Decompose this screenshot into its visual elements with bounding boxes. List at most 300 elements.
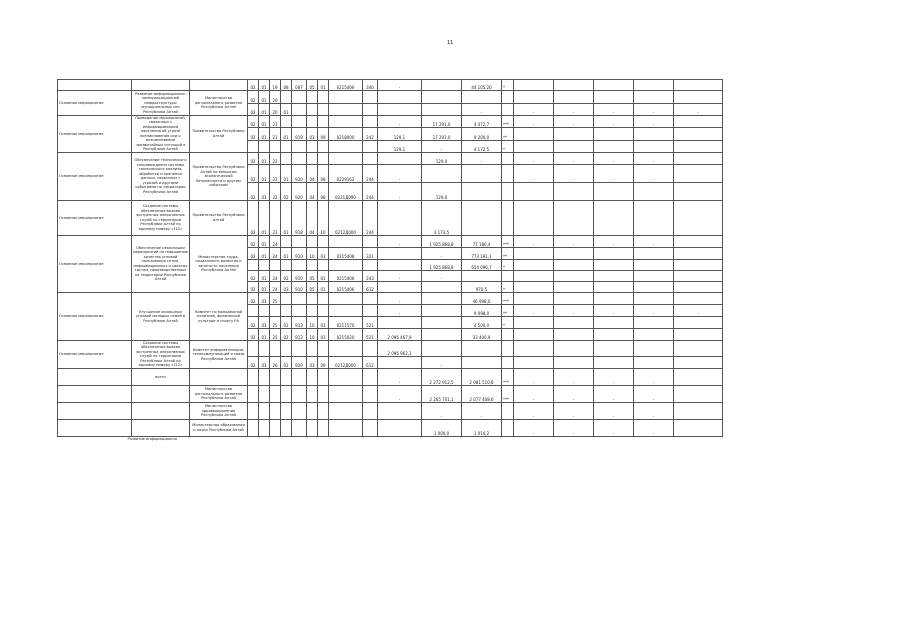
value-cell: 2 096 467,9 <box>378 328 422 340</box>
table-row <box>58 402 723 419</box>
value-cell: *** <box>502 385 514 402</box>
program-financing-table <box>57 79 723 441</box>
value-cell <box>514 200 554 235</box>
code-cell <box>259 419 270 436</box>
code-cell: 01 <box>281 247 292 259</box>
value-cell: 970,5 <box>462 281 502 292</box>
code-cell <box>318 419 329 436</box>
code-cell <box>270 368 281 385</box>
code-cell <box>307 152 318 164</box>
value-cell <box>422 281 462 292</box>
organization-cell <box>190 368 248 385</box>
value-cell: - <box>514 402 554 419</box>
code-cell: 01 <box>259 235 270 247</box>
value-cell: - <box>378 385 422 402</box>
code-cell: 521 <box>363 328 378 340</box>
category-cell: Развитие информационно <box>127 436 178 441</box>
value-cell <box>554 281 594 292</box>
code-cell: 0218000 <box>329 128 363 140</box>
code-cell <box>307 368 318 385</box>
code-cell <box>307 116 318 128</box>
value-cell: - <box>422 247 462 259</box>
table-row <box>58 152 723 164</box>
value-cell <box>674 247 723 259</box>
value-cell: 3 173,5 <box>422 200 462 235</box>
table-row <box>58 80 723 91</box>
value-cell: * <box>502 316 514 328</box>
subprogram-cell: Обеспечение реализации мероприятий по повышению качества условий пользования сетью, информационных и связных систем, производственных на территории Республики Алтай <box>132 235 190 292</box>
value-cell <box>634 292 674 304</box>
value-cell: - <box>378 304 422 316</box>
page-number: 11 <box>447 40 454 46</box>
value-cell: - <box>554 419 594 436</box>
value-cell: 654 096,7 <box>462 259 502 270</box>
value-cell <box>554 91 594 104</box>
code-cell: 01 <box>259 316 270 328</box>
value-cell <box>502 152 514 164</box>
code-cell <box>307 259 318 270</box>
value-cell <box>594 340 634 356</box>
code-cell: 01 <box>318 80 329 91</box>
code-cell: 05 <box>307 80 318 91</box>
subprogram-cell: Создание системы обеспечения вызова экстренных оперативных служб по территории Республики Алтай по единому номеру «112» <box>132 340 190 368</box>
value-cell: 71 186,4 <box>462 235 502 247</box>
value-cell: - <box>514 152 554 164</box>
value-cell <box>594 80 634 91</box>
value-cell: - <box>514 419 554 436</box>
value-cell: - <box>554 152 594 164</box>
code-cell: 05 <box>307 281 318 292</box>
category-cell <box>58 385 132 402</box>
value-cell <box>674 281 723 292</box>
value-cell <box>674 356 723 368</box>
value-cell <box>634 328 674 340</box>
value-cell: - <box>554 164 594 182</box>
code-cell <box>318 292 329 304</box>
code-cell: 03 <box>318 328 329 340</box>
value-cell <box>594 91 634 104</box>
value-cell <box>674 152 723 164</box>
code-cell: 0215406 <box>329 270 363 281</box>
code-cell: 02 <box>248 328 259 340</box>
code-cell <box>281 152 292 164</box>
code-cell: 03 <box>318 247 329 259</box>
value-cell: - <box>514 164 554 182</box>
value-cell <box>422 304 462 316</box>
code-cell <box>329 385 363 402</box>
value-cell <box>422 328 462 340</box>
value-cell: - <box>554 385 594 402</box>
code-cell <box>259 259 270 270</box>
value-cell <box>554 140 594 152</box>
code-cell <box>292 385 307 402</box>
code-cell <box>329 340 363 356</box>
code-cell: 01 <box>259 356 270 368</box>
value-cell: 1 000,0 <box>422 419 462 436</box>
code-cell <box>363 140 378 152</box>
code-cell: 03 <box>307 356 318 368</box>
value-cell: 129,0 <box>422 152 462 164</box>
code-cell: 09 <box>318 128 329 140</box>
value-cell: * <box>502 140 514 152</box>
category-cell: Основное мероприятие <box>58 235 132 292</box>
code-cell <box>248 259 259 270</box>
value-cell <box>514 328 554 340</box>
code-cell: 01 <box>259 328 270 340</box>
organization-cell: Министерство регионального развития Республики Алтай <box>190 91 248 116</box>
code-cell: 01 <box>281 200 292 235</box>
code-cell: 0211570 <box>329 316 363 328</box>
value-cell <box>462 356 502 368</box>
value-cell: 129,1 <box>378 128 422 140</box>
code-cell: 01 <box>259 128 270 140</box>
code-cell: 08 <box>318 182 329 200</box>
value-cell <box>514 80 554 91</box>
code-cell: 10 <box>307 328 318 340</box>
code-cell: 02 <box>248 104 259 116</box>
value-cell <box>378 152 422 164</box>
value-cell: 17 291,0 <box>422 128 462 140</box>
value-cell <box>554 292 594 304</box>
code-cell: 01 <box>259 80 270 91</box>
code-cell <box>281 340 292 356</box>
organization-cell: Министерство образования и науки Республики Алтай <box>190 419 248 436</box>
value-cell <box>502 419 514 436</box>
code-cell <box>307 235 318 247</box>
code-cell: 21 <box>270 116 281 128</box>
code-cell <box>329 402 363 419</box>
code-cell <box>281 259 292 270</box>
code-cell <box>292 259 307 270</box>
code-cell <box>329 140 363 152</box>
category-cell: Основное мероприятие <box>58 152 132 200</box>
code-cell <box>281 368 292 385</box>
code-cell <box>363 385 378 402</box>
code-cell <box>318 104 329 116</box>
code-cell: 244 <box>363 182 378 200</box>
code-cell <box>281 402 292 419</box>
value-cell <box>634 91 674 104</box>
value-cell <box>502 200 514 235</box>
category-cell: Основное мероприятие <box>58 91 132 116</box>
code-cell <box>329 104 363 116</box>
code-cell: 919 <box>292 128 307 140</box>
code-cell <box>270 259 281 270</box>
code-cell: 242 <box>363 128 378 140</box>
code-cell <box>329 91 363 104</box>
code-cell: 02 <box>248 247 259 259</box>
code-cell <box>292 140 307 152</box>
code-cell <box>270 140 281 152</box>
value-cell: 2 265 701,1 <box>422 385 462 402</box>
category-cell: Основное мероприятие <box>58 340 132 368</box>
code-cell: 007 <box>292 80 307 91</box>
value-cell <box>462 200 502 235</box>
code-cell: 244 <box>363 164 378 182</box>
code-cell <box>281 304 292 316</box>
code-cell: 929 <box>292 356 307 368</box>
value-cell <box>378 402 422 419</box>
code-cell <box>363 402 378 419</box>
code-cell <box>270 340 281 356</box>
table-row <box>58 116 723 128</box>
code-cell <box>281 385 292 402</box>
value-cell: - <box>378 270 422 281</box>
code-cell <box>248 340 259 356</box>
code-cell: 02 <box>248 270 259 281</box>
value-cell <box>514 340 554 356</box>
code-cell <box>292 104 307 116</box>
code-cell <box>292 419 307 436</box>
value-cell <box>462 340 502 356</box>
value-cell: 2 077 408,6 <box>462 385 502 402</box>
code-cell: 04 <box>307 200 318 235</box>
code-cell <box>307 292 318 304</box>
value-cell: * <box>502 281 514 292</box>
value-cell <box>514 247 554 259</box>
value-cell <box>674 235 723 247</box>
code-cell: 21 <box>270 128 281 140</box>
code-cell <box>329 419 363 436</box>
value-cell <box>594 182 634 200</box>
value-cell <box>514 281 554 292</box>
code-cell: 01 <box>259 91 270 104</box>
code-cell: 910 <box>292 247 307 259</box>
code-cell: 25 <box>270 328 281 340</box>
value-cell: - <box>594 164 634 182</box>
code-cell: 02 <box>248 200 259 235</box>
code-cell: 22 <box>270 182 281 200</box>
value-cell: - <box>422 140 462 152</box>
value-cell <box>502 91 514 104</box>
value-cell <box>502 328 514 340</box>
code-cell <box>318 368 329 385</box>
value-cell: - <box>514 368 554 385</box>
code-cell <box>270 385 281 402</box>
value-cell <box>674 91 723 104</box>
code-cell: 24 <box>270 235 281 247</box>
value-cell <box>674 182 723 200</box>
value-cell: - <box>462 152 502 164</box>
value-cell: - <box>634 402 674 419</box>
code-cell: 01 <box>259 247 270 259</box>
organization-cell <box>190 80 248 91</box>
code-cell: 01 <box>281 316 292 328</box>
value-cell <box>462 164 502 182</box>
code-cell: 24 <box>270 270 281 281</box>
table-row <box>58 91 723 104</box>
table-row <box>58 368 723 385</box>
code-cell: 24 <box>270 281 281 292</box>
code-cell <box>318 340 329 356</box>
category-cell: Основное мероприятие <box>58 116 132 153</box>
organization-cell: Комитет по молодежной политике, физической культуре и спорту РА <box>190 292 248 340</box>
code-cell <box>281 116 292 128</box>
code-cell <box>318 116 329 128</box>
value-cell <box>554 247 594 259</box>
code-cell: 20 <box>270 104 281 116</box>
value-cell: 1 925 868,8 <box>422 259 462 270</box>
value-cell <box>674 419 723 436</box>
code-cell <box>307 140 318 152</box>
organization-cell: Министерство труда, социального развития и занятости населения Республики Алтай <box>190 235 248 292</box>
code-cell <box>292 304 307 316</box>
value-cell: 4 500,0 <box>462 316 502 328</box>
code-cell <box>307 402 318 419</box>
code-cell <box>329 235 363 247</box>
table-row <box>58 235 723 247</box>
value-cell <box>634 140 674 152</box>
value-cell <box>674 164 723 182</box>
code-cell: 03 <box>281 281 292 292</box>
value-cell: - <box>634 235 674 247</box>
code-cell: 02 <box>281 328 292 340</box>
code-cell <box>363 304 378 316</box>
value-cell <box>502 164 514 182</box>
subprogram-cell: Проведение мероприятий, связанных с информированием населения об угрозе возникновения или о возникновении чрезвычайных ситуаций в Республике Алтай <box>132 116 190 153</box>
value-cell <box>674 200 723 235</box>
code-cell: 01 <box>318 281 329 292</box>
value-cell <box>674 402 723 419</box>
code-cell <box>307 340 318 356</box>
code-cell <box>363 104 378 116</box>
subprogram-cell <box>132 402 190 419</box>
value-cell <box>634 247 674 259</box>
code-cell <box>270 304 281 316</box>
subprogram-cell: всего <box>132 368 190 385</box>
code-cell <box>281 419 292 436</box>
value-cell <box>594 270 634 281</box>
value-cell: *** <box>502 116 514 128</box>
code-cell: 20 <box>270 91 281 104</box>
value-cell <box>594 292 634 304</box>
value-cell <box>674 368 723 385</box>
code-cell: 22 <box>270 164 281 182</box>
value-cell <box>514 270 554 281</box>
subprogram-cell: Создание системы обеспечения вызова экстренных оперативных служб по территории Республики Алтай по единому номеру «112» <box>132 200 190 235</box>
value-cell <box>378 259 422 270</box>
value-cell: - <box>514 385 554 402</box>
code-cell <box>329 304 363 316</box>
value-cell: 33 400,9 <box>462 328 502 340</box>
value-cell <box>594 356 634 368</box>
value-cell <box>594 140 634 152</box>
organization-cell: Правительство Республики Алтай <box>190 116 248 153</box>
value-cell: - <box>634 164 674 182</box>
value-cell: - <box>594 116 634 128</box>
table-row <box>58 340 723 356</box>
value-cell: *** <box>502 235 514 247</box>
value-cell: - <box>514 116 554 128</box>
value-cell <box>674 128 723 140</box>
value-cell: 2 272 912,5 <box>422 368 462 385</box>
value-cell <box>674 259 723 270</box>
category-cell <box>58 419 132 436</box>
code-cell: 612 <box>363 356 378 368</box>
value-cell: - <box>594 402 634 419</box>
code-cell: 10 <box>307 247 318 259</box>
value-cell <box>594 128 634 140</box>
value-cell <box>502 270 514 281</box>
value-cell <box>594 247 634 259</box>
code-cell: 0212Д000 <box>329 200 363 235</box>
value-cell: - <box>378 292 422 304</box>
code-cell <box>363 340 378 356</box>
value-cell <box>422 91 462 104</box>
code-cell <box>248 419 259 436</box>
value-cell <box>514 356 554 368</box>
value-cell: - <box>594 368 634 385</box>
code-cell <box>318 235 329 247</box>
category-cell <box>58 80 132 91</box>
value-cell: - <box>422 402 462 419</box>
value-cell: - <box>674 104 723 116</box>
code-cell: 10 <box>307 316 318 328</box>
table-row <box>58 419 723 436</box>
value-cell <box>634 270 674 281</box>
value-cell: - <box>634 419 674 436</box>
code-cell <box>307 385 318 402</box>
code-cell: 02 <box>281 182 292 200</box>
value-cell: - <box>594 304 634 316</box>
value-cell: - <box>554 235 594 247</box>
value-cell: - <box>554 304 594 316</box>
code-cell: 01 <box>259 292 270 304</box>
value-cell: 17 291,0 <box>422 116 462 128</box>
code-cell <box>248 402 259 419</box>
code-cell <box>248 304 259 316</box>
code-cell: 02 <box>248 235 259 247</box>
code-cell: 25 <box>270 292 281 304</box>
value-cell <box>378 104 422 116</box>
table-row <box>58 436 723 441</box>
value-cell: - <box>554 402 594 419</box>
code-cell: 22 <box>270 152 281 164</box>
code-cell <box>248 385 259 402</box>
code-cell: 02 <box>248 116 259 128</box>
value-cell <box>674 270 723 281</box>
value-cell <box>502 402 514 419</box>
code-cell <box>318 140 329 152</box>
code-cell <box>259 368 270 385</box>
code-cell: 910 <box>292 270 307 281</box>
code-cell: 920 <box>292 182 307 200</box>
table-row <box>58 292 723 304</box>
value-cell <box>554 182 594 200</box>
value-cell: - <box>634 104 674 116</box>
value-cell <box>594 328 634 340</box>
table-row <box>58 385 723 402</box>
value-cell <box>594 316 634 328</box>
code-cell: 01 <box>259 152 270 164</box>
value-cell <box>422 104 462 116</box>
value-cell: - <box>634 368 674 385</box>
code-cell: 910 <box>292 281 307 292</box>
code-cell: 01 <box>259 182 270 200</box>
value-cell <box>378 200 422 235</box>
value-cell: * <box>502 80 514 91</box>
value-cell: 4 472,7 <box>462 116 502 128</box>
value-cell: - <box>634 385 674 402</box>
value-cell <box>422 164 462 182</box>
value-cell: - <box>634 304 674 316</box>
subprogram-cell: Обеспечение технического сопровождения системы технического анализа, обработки и хранения данных, связанных с угрозой и другими событиями на территории Республики Алтай <box>132 152 190 200</box>
code-cell: 26 <box>270 356 281 368</box>
value-cell: 9 098,0 <box>462 304 502 316</box>
value-cell: - <box>422 270 462 281</box>
value-cell <box>514 91 554 104</box>
code-cell <box>259 385 270 402</box>
